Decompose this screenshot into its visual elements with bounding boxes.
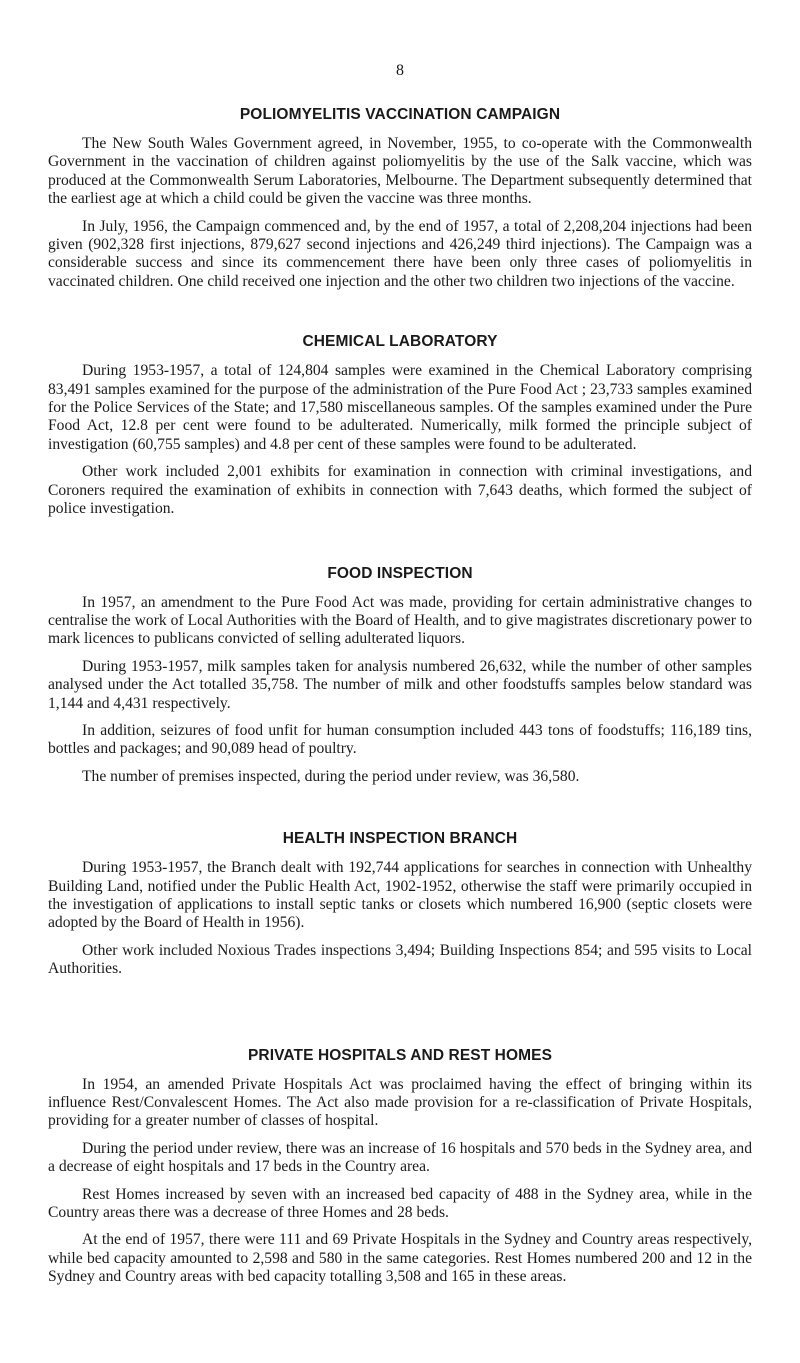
section-food-inspection: [48, 564, 752, 787]
paragraph: Other work included 2,001 exhibits for examination in connection with criminal investigations, and Coroners required the examination of exhibits in connection with 7,643 deaths, which formed the subject of police investigation.: [48, 463, 752, 518]
paragraph: In July, 1956, the Campaign commenced and, by the end of 1957, a total of 2,208,204 injections had been given (902,328 first injections, 879,627 second injections and 426,249 third injections). The Campaign was a considerable success and since its commencement there have been only three cases of poliomyelitis in vaccinated children. One child received one injection and the other two children two injections of the vaccine.: [48, 217, 752, 290]
paragraph: The New South Wales Government agreed, in November, 1955, to co-operate with the Commonwealth Government in the vaccination of children against poliomyelitis by the use of the Salk vaccine, which was produced at the Commonwealth Serum Laboratories, Melbourne. The Department subsequently determined that the earliest age at which a child could be given the vaccine was three months.: [48, 135, 752, 208]
paragraph: The number of premises inspected, during the period under review, was 36,580.: [82, 767, 580, 785]
section-poliomyelitis: [48, 105, 752, 291]
section-heading: FOOD INSPECTION: [327, 564, 473, 582]
paragraph: In addition, seizures of food unfit for human consumption included 443 tons of foodstuffs; 116,189 tins, bottles and packages; and 90,089 head of poultry.: [48, 721, 752, 758]
paragraph: During the period under review, there was an increase of 16 hospitals and 570 beds in the Sydney area, and a decrease of eight hospitals and 17 beds in the Country area.: [48, 1139, 752, 1176]
section-heading: POLIOMYELITIS VACCINATION CAMPAIGN: [239, 106, 561, 123]
paragraph: Other work included Noxious Trades inspections 3,494; Building Inspections 854; and 595 visits to Local Authorities.: [48, 941, 752, 978]
paragraph: During 1953-1957, milk samples taken for analysis numbered 26,632, while the number of other samples analysed under the Act totalled 35,758. The number of milk and other foodstuffs samples below standard was 1,144 and 4,431 respectively.: [48, 657, 752, 712]
paragraph: During 1953-1957, a total of 124,804 samples were examined in the Chemical Laboratory comprising 83,491 samples examined for the purpose of the administration of the Pure Food Act ; 23,733 samples examined for the Police Services of the State; and 17,580 miscellaneous samples. Of the samples examined under the Pure Food Act, 12.8 per cent were found to be adulterated. Numerically, milk formed the principle subject of investigation (60,755 samples) and 4.8 per cent of these samples were found to be adulterated.: [48, 362, 752, 453]
paragraph: In 1954, an amended Private Hospitals Act was proclaimed having the effect of bringing within its influence Rest/Convalescent Homes. The Act also made provision for a re-classification of Private Hospitals, providing for a greater number of classes of hospital.: [48, 1075, 752, 1130]
section-heading: PRIVATE HOSPITALS AND REST HOMES: [247, 1046, 553, 1064]
section-private-hospitals: [48, 1046, 752, 1287]
paragraph: At the end of 1957, there were 111 and 69 Private Hospitals in the Sydney and Country areas respectively, while bed capacity amounted to 2,598 and 580 in the same categories. Rest Homes numbered 200 and 12 in the Sydney and Country areas with bed capacity totalling 3,508 and 165 in these areas.: [48, 1231, 752, 1286]
paragraph: In 1957, an amendment to the Pure Food Act was made, providing for certain administrative changes to centralise the work of Local Authorities with the Board of Health, and to give magistrates discretionary power to mark licences to publicans convicted of selling adulterated liquors.: [48, 593, 752, 648]
page-number: 8: [396, 62, 404, 79]
paragraph: During 1953-1957, the Branch dealt with 192,744 applications for searches in connection with Unhealthy Building Land, notified under the Public Health Act, 1902-1952, otherwise the staff were primarily occupied in the investigation of applications to install septic tanks or closets which numbered 16,900 (septic closets were adopted by the Board of Health in 1956).: [48, 859, 752, 932]
section-heading: CHEMICAL LABORATORY: [302, 333, 498, 351]
section-heading: HEALTH INSPECTION BRANCH: [282, 830, 518, 848]
section-chemical-laboratory: [48, 332, 752, 518]
section-health-inspection-branch: [48, 829, 752, 978]
paragraph: Rest Homes increased by seven with an increased bed capacity of 488 in the Sydney area, while in the Country areas there was a decrease of three Homes and 28 beds.: [48, 1185, 752, 1222]
